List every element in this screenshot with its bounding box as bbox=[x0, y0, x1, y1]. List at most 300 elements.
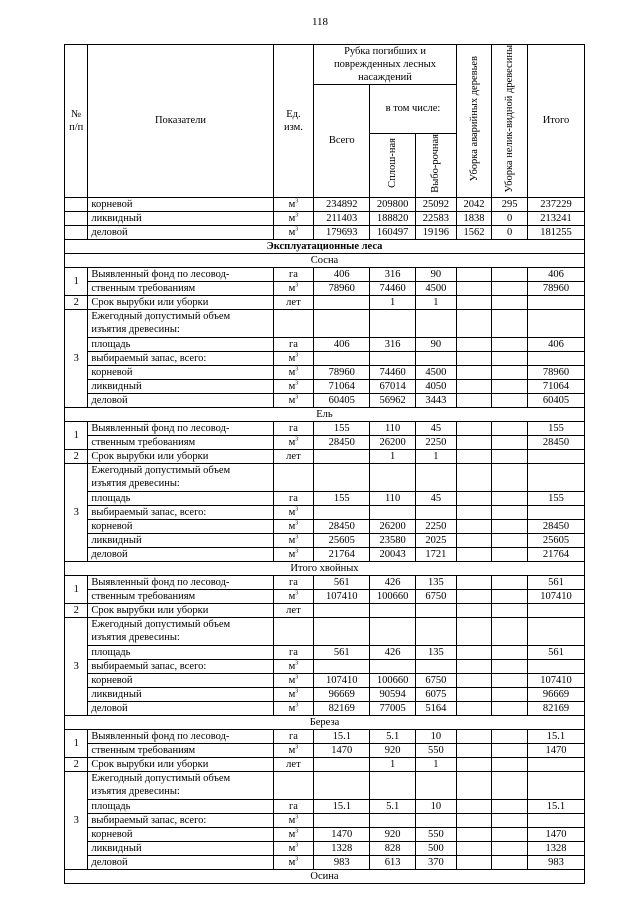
unit-cell bbox=[273, 813, 314, 827]
value-cell bbox=[492, 533, 528, 547]
row-label: выбираемый запас, всего: bbox=[88, 505, 273, 519]
value-cell: 78960 bbox=[314, 365, 370, 379]
value-cell: 237229 bbox=[527, 197, 584, 211]
value-cell bbox=[527, 617, 584, 645]
value-cell: 406 bbox=[314, 337, 370, 351]
unit-superscript: 3 bbox=[295, 282, 299, 289]
value-cell: 426 bbox=[370, 645, 416, 659]
unit-cell bbox=[273, 365, 314, 379]
value-cell bbox=[456, 295, 492, 309]
value-cell bbox=[370, 603, 416, 617]
unit-superscript: 3 bbox=[295, 212, 299, 219]
unit-m3: м bbox=[288, 674, 296, 686]
row-label bbox=[88, 771, 273, 799]
unit-m3: м bbox=[288, 828, 296, 840]
value-cell bbox=[492, 659, 528, 673]
row-label: корневой bbox=[88, 197, 273, 211]
value-cell bbox=[492, 757, 528, 771]
row-number-cell: 1 bbox=[65, 267, 88, 295]
unit-cell bbox=[273, 463, 314, 491]
unit-superscript: 3 bbox=[295, 842, 299, 849]
table-row bbox=[65, 505, 585, 519]
value-cell: 28450 bbox=[314, 519, 370, 533]
row-label: площадь bbox=[88, 645, 273, 659]
value-cell: 90594 bbox=[370, 687, 416, 701]
row-number-cell: 2 bbox=[65, 295, 88, 309]
header-selective: Выбо-рочная bbox=[416, 133, 457, 197]
header-num: № п/п bbox=[65, 45, 88, 198]
unit-cell: га bbox=[273, 645, 314, 659]
table-row bbox=[65, 743, 585, 757]
table-row bbox=[65, 771, 585, 785]
unit-m3: м bbox=[288, 226, 296, 238]
row-label: Срок вырубки или уборки bbox=[88, 603, 273, 617]
unit-cell bbox=[273, 309, 314, 337]
value-cell bbox=[492, 463, 528, 491]
value-cell bbox=[492, 351, 528, 365]
unit-m3: м bbox=[288, 366, 296, 378]
table-row bbox=[65, 267, 585, 281]
table-row bbox=[65, 421, 585, 435]
row-number-cell bbox=[65, 211, 88, 225]
value-cell: 1 bbox=[416, 295, 457, 309]
value-cell: 561 bbox=[527, 575, 584, 589]
unit-cell: лет bbox=[273, 449, 314, 463]
row-label-continuation: изъятия древесины: bbox=[91, 786, 180, 798]
value-cell: 1721 bbox=[416, 547, 457, 561]
unit-cell bbox=[273, 547, 314, 561]
value-cell: 295 bbox=[492, 197, 528, 211]
table-row bbox=[65, 673, 585, 687]
value-cell: 213241 bbox=[527, 211, 584, 225]
value-cell: 1 bbox=[370, 757, 416, 771]
value-cell bbox=[416, 351, 457, 365]
value-cell bbox=[492, 799, 528, 813]
value-cell bbox=[456, 771, 492, 799]
value-cell bbox=[314, 505, 370, 519]
value-cell: 983 bbox=[314, 855, 370, 869]
value-cell bbox=[456, 673, 492, 687]
value-cell bbox=[456, 351, 492, 365]
table-row bbox=[65, 813, 585, 827]
value-cell bbox=[527, 295, 584, 309]
value-cell bbox=[416, 603, 457, 617]
value-cell: 406 bbox=[527, 267, 584, 281]
value-cell: 21764 bbox=[314, 547, 370, 561]
unit-m3: м bbox=[288, 352, 296, 364]
value-cell bbox=[456, 603, 492, 617]
header-total: Итого bbox=[527, 45, 584, 198]
value-cell bbox=[456, 743, 492, 757]
value-cell bbox=[492, 813, 528, 827]
unit-m3: м bbox=[288, 380, 296, 392]
table-row bbox=[65, 281, 585, 295]
header-unit: Ед. изм. bbox=[273, 45, 314, 198]
unit-m3: м bbox=[288, 534, 296, 546]
row-label-start: Ежегодный допустимый объем bbox=[91, 619, 231, 631]
value-cell: 15.1 bbox=[314, 799, 370, 813]
unit-cell bbox=[273, 589, 314, 603]
value-cell bbox=[416, 617, 457, 645]
value-cell: 96669 bbox=[527, 687, 584, 701]
row-label: площадь bbox=[88, 799, 273, 813]
value-cell: 15.1 bbox=[527, 799, 584, 813]
table-row bbox=[65, 589, 585, 603]
unit-cell: га bbox=[273, 729, 314, 743]
value-cell: 26200 bbox=[370, 435, 416, 449]
table-row bbox=[65, 309, 585, 323]
row-label: корневой bbox=[88, 827, 273, 841]
unit-cell: лет bbox=[273, 295, 314, 309]
unit-cell bbox=[273, 435, 314, 449]
value-cell: 155 bbox=[527, 421, 584, 435]
value-cell bbox=[370, 813, 416, 827]
table-row bbox=[65, 687, 585, 701]
table-row bbox=[65, 575, 585, 589]
row-label: ликвидный bbox=[88, 841, 273, 855]
table-row bbox=[65, 337, 585, 351]
unit-cell: лет bbox=[273, 757, 314, 771]
value-cell: 1470 bbox=[527, 827, 584, 841]
table-row bbox=[65, 715, 585, 729]
row-label-start: Ежегодный допустимый объем bbox=[91, 773, 231, 785]
value-cell bbox=[456, 617, 492, 645]
value-cell bbox=[492, 435, 528, 449]
unit-cell: га bbox=[273, 491, 314, 505]
row-label: корневой bbox=[88, 519, 273, 533]
value-cell bbox=[492, 547, 528, 561]
value-cell: 0 bbox=[492, 225, 528, 239]
unit-m3: м bbox=[288, 198, 296, 210]
value-cell: 96669 bbox=[314, 687, 370, 701]
value-cell bbox=[456, 435, 492, 449]
row-label: ственным требованиям bbox=[88, 743, 273, 757]
value-cell: 15.1 bbox=[314, 729, 370, 743]
value-cell bbox=[314, 771, 370, 799]
unit-superscript: 3 bbox=[295, 198, 299, 205]
table-row bbox=[65, 855, 585, 869]
unit-superscript: 3 bbox=[295, 352, 299, 359]
row-label: Выявленный фонд по лесовод- bbox=[88, 575, 273, 589]
page-number: 118 bbox=[311, 16, 329, 28]
table-row bbox=[65, 253, 585, 267]
value-cell: 155 bbox=[314, 491, 370, 505]
unit-superscript: 3 bbox=[295, 506, 299, 513]
row-label: выбираемый запас, всего: bbox=[88, 659, 273, 673]
value-cell bbox=[492, 617, 528, 645]
value-cell: 155 bbox=[314, 421, 370, 435]
value-cell: 15.1 bbox=[527, 729, 584, 743]
row-number-cell: 1 bbox=[65, 421, 88, 449]
row-number-cell: 3 bbox=[65, 463, 88, 561]
value-cell: 25092 bbox=[416, 197, 457, 211]
value-cell: 3443 bbox=[416, 393, 457, 407]
row-label-start: Ежегодный допустимый объем bbox=[91, 311, 231, 323]
table-row bbox=[65, 379, 585, 393]
value-cell bbox=[416, 659, 457, 673]
value-cell: 1328 bbox=[314, 841, 370, 855]
value-cell bbox=[492, 589, 528, 603]
value-cell bbox=[416, 771, 457, 799]
value-cell: 26200 bbox=[370, 519, 416, 533]
row-label: Срок вырубки или уборки bbox=[88, 757, 273, 771]
row-label: Выявленный фонд по лесовод- bbox=[88, 421, 273, 435]
row-label: Выявленный фонд по лесовод- bbox=[88, 267, 273, 281]
value-cell: 22583 bbox=[416, 211, 457, 225]
row-label: выбираемый запас, всего: bbox=[88, 813, 273, 827]
row-label: корневой bbox=[88, 365, 273, 379]
table-row bbox=[65, 841, 585, 855]
value-cell: 426 bbox=[370, 575, 416, 589]
table-row bbox=[65, 197, 585, 211]
unit-superscript: 3 bbox=[295, 674, 299, 681]
unit-superscript: 3 bbox=[295, 548, 299, 555]
table-row bbox=[65, 869, 585, 883]
row-label: площадь bbox=[88, 337, 273, 351]
unit-cell: га bbox=[273, 337, 314, 351]
value-cell bbox=[314, 295, 370, 309]
value-cell: 1 bbox=[370, 449, 416, 463]
value-cell: 160497 bbox=[370, 225, 416, 239]
forest-table bbox=[64, 44, 585, 884]
unit-cell bbox=[273, 659, 314, 673]
value-cell: 20043 bbox=[370, 547, 416, 561]
value-cell: 71064 bbox=[527, 379, 584, 393]
unit-cell bbox=[273, 393, 314, 407]
value-cell bbox=[456, 813, 492, 827]
unit-m3: м bbox=[288, 660, 296, 672]
section-title-species: Ель bbox=[65, 407, 585, 421]
unit-cell: га bbox=[273, 799, 314, 813]
value-cell bbox=[456, 687, 492, 701]
value-cell bbox=[492, 309, 528, 337]
value-cell: 19196 bbox=[416, 225, 457, 239]
value-cell: 100660 bbox=[370, 673, 416, 687]
value-cell: 90 bbox=[416, 267, 457, 281]
row-label: Выявленный фонд по лесовод- bbox=[88, 729, 273, 743]
unit-m3: м bbox=[288, 282, 296, 294]
value-cell: 920 bbox=[370, 827, 416, 841]
table-row bbox=[65, 729, 585, 743]
header-continuous: Сплош-ная bbox=[370, 133, 416, 197]
value-cell: 28450 bbox=[527, 519, 584, 533]
row-label-continuation: изъятия древесины: bbox=[91, 478, 180, 490]
row-number-cell bbox=[65, 225, 88, 239]
unit-superscript: 3 bbox=[295, 744, 299, 751]
value-cell bbox=[492, 603, 528, 617]
value-cell bbox=[456, 393, 492, 407]
value-cell bbox=[527, 813, 584, 827]
unit-cell: га bbox=[273, 267, 314, 281]
value-cell: 179693 bbox=[314, 225, 370, 239]
value-cell bbox=[527, 603, 584, 617]
table-row bbox=[65, 519, 585, 533]
value-cell: 550 bbox=[416, 743, 457, 757]
unit-superscript: 3 bbox=[295, 520, 299, 527]
value-cell: 5164 bbox=[416, 701, 457, 715]
value-cell bbox=[416, 463, 457, 491]
value-cell bbox=[492, 491, 528, 505]
value-cell: 67014 bbox=[370, 379, 416, 393]
unit-superscript: 3 bbox=[295, 660, 299, 667]
row-label-start: Ежегодный допустимый объем bbox=[91, 465, 231, 477]
row-label: ликвидный bbox=[88, 379, 273, 393]
unit-superscript: 3 bbox=[295, 380, 299, 387]
row-number-cell: 3 bbox=[65, 309, 88, 407]
value-cell: 110 bbox=[370, 491, 416, 505]
row-label-continuation: изъятия древесины: bbox=[91, 632, 180, 644]
value-cell: 45 bbox=[416, 421, 457, 435]
unit-m3: м bbox=[288, 520, 296, 532]
value-cell: 6750 bbox=[416, 673, 457, 687]
value-cell: 4050 bbox=[416, 379, 457, 393]
value-cell bbox=[456, 841, 492, 855]
table-row bbox=[65, 533, 585, 547]
value-cell: 561 bbox=[527, 645, 584, 659]
value-cell: 21764 bbox=[527, 547, 584, 561]
value-cell: 316 bbox=[370, 337, 416, 351]
value-cell bbox=[492, 841, 528, 855]
unit-superscript: 3 bbox=[295, 590, 299, 597]
value-cell: 60405 bbox=[314, 393, 370, 407]
value-cell bbox=[492, 855, 528, 869]
value-cell: 209800 bbox=[370, 197, 416, 211]
value-cell: 500 bbox=[416, 841, 457, 855]
unit-cell bbox=[273, 855, 314, 869]
header-total-felling: Всего bbox=[314, 85, 370, 198]
row-label: деловой bbox=[88, 855, 273, 869]
value-cell: 406 bbox=[527, 337, 584, 351]
unit-cell bbox=[273, 379, 314, 393]
unit-m3: м bbox=[288, 590, 296, 602]
value-cell bbox=[456, 757, 492, 771]
unit-cell bbox=[273, 617, 314, 645]
table-row bbox=[65, 561, 585, 575]
value-cell: 6750 bbox=[416, 589, 457, 603]
value-cell: 1562 bbox=[456, 225, 492, 239]
value-cell: 135 bbox=[416, 645, 457, 659]
table-row bbox=[65, 463, 585, 477]
value-cell: 71064 bbox=[314, 379, 370, 393]
value-cell bbox=[492, 729, 528, 743]
table-row bbox=[65, 757, 585, 771]
unit-cell: га bbox=[273, 421, 314, 435]
value-cell: 25605 bbox=[314, 533, 370, 547]
section-title-species: Осина bbox=[65, 869, 585, 883]
value-cell bbox=[527, 659, 584, 673]
table-row bbox=[65, 225, 585, 239]
value-cell: 316 bbox=[370, 267, 416, 281]
value-cell: 2025 bbox=[416, 533, 457, 547]
value-cell: 155 bbox=[527, 491, 584, 505]
value-cell: 78960 bbox=[314, 281, 370, 295]
value-cell: 90 bbox=[416, 337, 457, 351]
value-cell: 2042 bbox=[456, 197, 492, 211]
unit-cell: лет bbox=[273, 603, 314, 617]
value-cell bbox=[416, 505, 457, 519]
value-cell: 920 bbox=[370, 743, 416, 757]
row-number-cell: 2 bbox=[65, 603, 88, 617]
unit-cell bbox=[273, 351, 314, 365]
value-cell: 135 bbox=[416, 575, 457, 589]
value-cell: 1 bbox=[416, 449, 457, 463]
row-label: ственным требованиям bbox=[88, 589, 273, 603]
value-cell bbox=[492, 379, 528, 393]
value-cell: 1328 bbox=[527, 841, 584, 855]
row-number-cell: 3 bbox=[65, 771, 88, 869]
value-cell: 107410 bbox=[314, 589, 370, 603]
value-cell: 23580 bbox=[370, 533, 416, 547]
value-cell: 10 bbox=[416, 799, 457, 813]
unit-m3: м bbox=[288, 506, 296, 518]
unit-cell bbox=[273, 827, 314, 841]
unit-m3: м bbox=[288, 548, 296, 560]
value-cell bbox=[456, 463, 492, 491]
value-cell: 107410 bbox=[527, 589, 584, 603]
table-row bbox=[65, 659, 585, 673]
value-cell bbox=[456, 547, 492, 561]
value-cell: 5.1 bbox=[370, 799, 416, 813]
value-cell bbox=[416, 813, 457, 827]
section-title-main: Эксплуатационные леса bbox=[65, 239, 585, 253]
unit-cell bbox=[273, 505, 314, 519]
row-number-cell bbox=[65, 197, 88, 211]
row-label bbox=[88, 617, 273, 645]
table-row bbox=[65, 365, 585, 379]
value-cell bbox=[456, 449, 492, 463]
value-cell bbox=[492, 281, 528, 295]
value-cell: 82169 bbox=[527, 701, 584, 715]
value-cell bbox=[314, 463, 370, 491]
table-row bbox=[65, 295, 585, 309]
header-illiquid: Уборка нелик-видной древесины bbox=[492, 45, 528, 198]
unit-m3: м bbox=[288, 814, 296, 826]
value-cell: 4500 bbox=[416, 365, 457, 379]
value-cell bbox=[492, 421, 528, 435]
row-label: ликвидный bbox=[88, 687, 273, 701]
value-cell bbox=[370, 771, 416, 799]
unit-m3: м bbox=[288, 688, 296, 700]
value-cell bbox=[314, 757, 370, 771]
table-row bbox=[65, 393, 585, 407]
value-cell: 561 bbox=[314, 575, 370, 589]
value-cell bbox=[456, 855, 492, 869]
row-number-cell: 3 bbox=[65, 617, 88, 715]
row-label bbox=[88, 309, 273, 337]
value-cell bbox=[492, 393, 528, 407]
value-cell: 107410 bbox=[527, 673, 584, 687]
unit-cell bbox=[273, 197, 314, 211]
table-row bbox=[65, 645, 585, 659]
unit-cell bbox=[273, 225, 314, 239]
unit-cell bbox=[273, 687, 314, 701]
row-label: ликвидный bbox=[88, 533, 273, 547]
unit-cell bbox=[273, 771, 314, 799]
value-cell bbox=[527, 771, 584, 799]
unit-m3: м bbox=[288, 702, 296, 714]
value-cell: 1 bbox=[370, 295, 416, 309]
unit-cell bbox=[273, 841, 314, 855]
value-cell bbox=[456, 505, 492, 519]
unit-m3: м bbox=[288, 394, 296, 406]
unit-cell bbox=[273, 673, 314, 687]
value-cell: 6075 bbox=[416, 687, 457, 701]
value-cell bbox=[456, 491, 492, 505]
value-cell bbox=[456, 421, 492, 435]
row-number-cell: 2 bbox=[65, 757, 88, 771]
value-cell bbox=[370, 505, 416, 519]
value-cell bbox=[370, 659, 416, 673]
